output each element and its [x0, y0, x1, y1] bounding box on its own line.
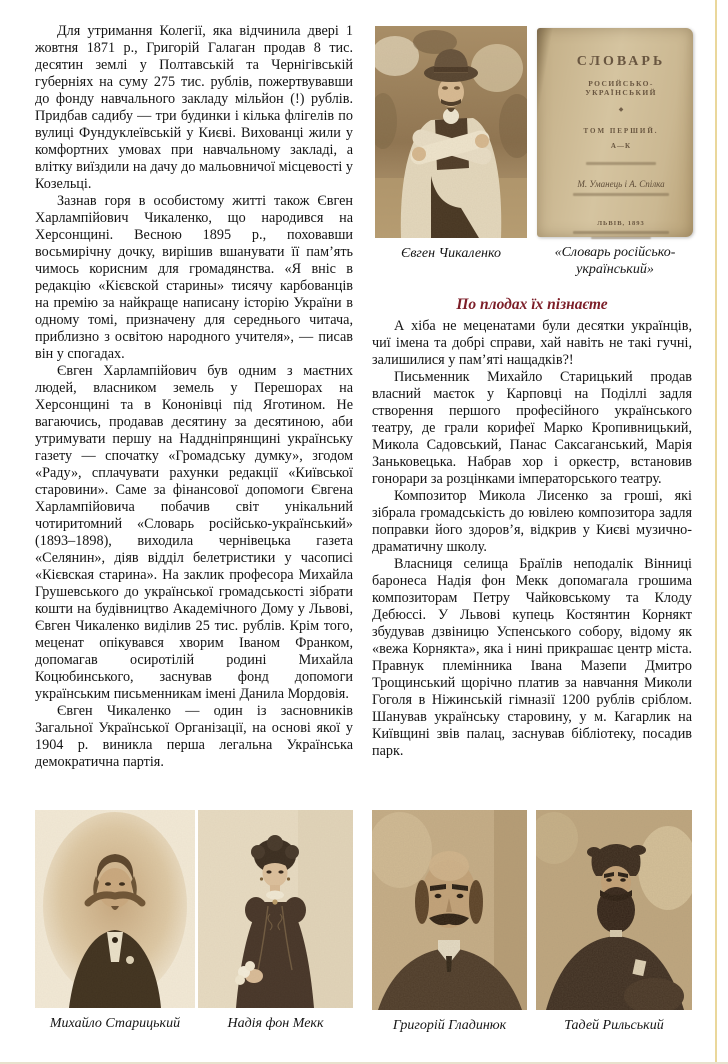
figure-chykalenko — [375, 26, 527, 262]
dictionary-caption-line2: український» — [576, 262, 654, 277]
vonmekk-photo — [198, 810, 353, 1008]
right-text-column — [372, 296, 692, 798]
vonmekk-caption: Надія фон Мекк — [227, 1016, 324, 1031]
paragraph: Євген Чикаленко — один із засновників Загальної Української Організації, на основі якої у 1904 р. виникла перша легальна Українська демократична партія. — [35, 703, 353, 770]
book-ornament-icon: ◆ — [618, 107, 624, 113]
book-letter-range: А—К — [610, 142, 632, 150]
paragraph: Зазнав горя в особистому житті також Євген Харлампійович Чикаленко, що народився на Херсонщині. Весною 1895 р., поховавши восьмирічну дочку, вирішив вшанувати її пам’ять чимось корисним для громадянства. «Я вніс в редакцію «Кієвской старины» тисячу карбованців на премію за найкраще написану історію України в одному томі, призначену для середнього читача, приблизно з освітою народного учителя», — писав він у спогадах. — [35, 193, 353, 362]
book-imprint: ЛЬВІВ, 1893 — [597, 220, 645, 227]
starytsky-photo — [35, 810, 195, 1008]
paragraph: Для утримання Колегії, яка відчинила двері 1 жовтня 1871 р., Григорій Галаган продав 8 тис. десятин землі у Полтавській та Чернігівській губерніях на суму 275 тис. рублів, пожертвувавши до фонду навчального закладу мільйон (!) рублів. Придбав садибу — три будинки і кілька флігелів по вулиці Фундуклеївській у Києві. Вихованці жили у комфортних умовах при навчальному закладі, а влітку виїздили на дачу до мальовничої місцевості у Козельці. — [35, 23, 353, 192]
figure-dictionary — [537, 28, 693, 278]
section-heading: По плодах їх пізнаєте — [456, 296, 608, 313]
rylsky-photo — [536, 810, 692, 1010]
paragraph: Композитор Микола Лисенко за гроші, які зібрала громадськість до ювілею композитора задля поправки його здоров’я, відкрив у Києві музично-драматичну школу. — [372, 488, 692, 555]
page-edge-line-vertical — [715, 0, 717, 1064]
book-small-print — [591, 237, 651, 239]
book-authors: М. Уманець і А. Спілка — [577, 179, 665, 189]
figure-hladyniuk — [372, 810, 527, 1034]
figure-starytsky — [35, 810, 195, 1032]
hladyniuk-caption: Григорій Гладинюк — [392, 1018, 507, 1033]
chykalenko-photo — [375, 26, 527, 238]
starytsky-caption: Михайло Старицький — [49, 1016, 181, 1031]
book-small-print — [573, 193, 669, 196]
book-volume: ТОМ ПЕРШИЙ. — [583, 127, 659, 135]
book-small-print — [573, 231, 669, 234]
book-subtitle: РОСИЙСЬКО-УКРАЇНСЬКИЙ — [585, 79, 657, 97]
paragraph: Письменник Михайло Старицький продав власний маєток у Карповці на Поділлі задля створення першого професійного українського театру, де грали корифеї Марко Кропивницький, Микола Садовський, Панас Саксаганський, Марія Заньковецька. Набрав хор і оркестр, встановив гонорари за розцінками імператорського театру. — [372, 369, 692, 487]
paragraph: Власниця селища Браїлів неподалік Вінниці баронеса Надія фон Мекк допомагала грошима композиторам Петру Чайковському та Клоду Дебюссі. У Львові купець Костянтин Корнякт збудував дзвіницю Успенського собору, відому як «вежа Корнякта», яка і нині прикрашає центр міста. Правнук племінника Івана Мазепи Дмитро Трощинський щорічно платив за навчання Миколи Гоголя в Ніжинській гімназії 1200 рублів сріблом. Шанував українську старовину, у м. Кагарлик на Київщині звів палац, заснував бібліотеку, посадив парк. — [372, 556, 692, 759]
hladyniuk-photo — [372, 810, 527, 1010]
left-text-column — [35, 23, 353, 801]
figure-rylsky — [536, 810, 692, 1034]
dictionary-caption-line1: «Словарь російсько- — [554, 245, 676, 260]
paragraph: Євген Харлампійович був одним з маєтних людей, власником земель у Перешорах на Херсонщині та в Кононівці під Яготином. Не вагаючись, продавав десятину за десятиною, аби утримувати першу на Наддніпрянщині українську газету — спочатку «Громадську думку», згодом «Раду», сплачувати рахунки редакції «Київської старовини». Саме за фінансової допомоги Євгена Харлампійовича побачив світ унікальний чотиритомний «Словарь російсько-український» (1893–1898), виходила чернівецька газета «Селянин», діяв відділ белетристики у часописі «Кієвская старина». На заклик професора Михайла Грушевського до української громадськості зібрати кошти на будівництво Академічного Дому у Львові, Євген Чикаленко виділив 25 тис. рублів. Крім того, меценат опікувався хворим Іваном Франком, допомагав осиротілій родині Михайла Коцюбинського, заснував фонд допомоги українським письменникам імені Данила Мордовія. — [35, 363, 353, 702]
book-title: СЛОВАРЬ — [576, 54, 666, 69]
paragraph: А хіба не меценатами були десятки українців, чиї імена та добрі справи, хай навіть не такі гучні, залишилися у пам’яті нащадків?! — [372, 318, 692, 368]
rylsky-caption: Тадей Рильський — [564, 1018, 664, 1033]
dictionary-caption — [537, 244, 693, 278]
book-small-print — [586, 162, 656, 165]
dictionary-book-cover — [537, 28, 693, 237]
chykalenko-caption: Євген Чикаленко — [400, 246, 502, 261]
figure-vonmekk — [198, 810, 353, 1032]
